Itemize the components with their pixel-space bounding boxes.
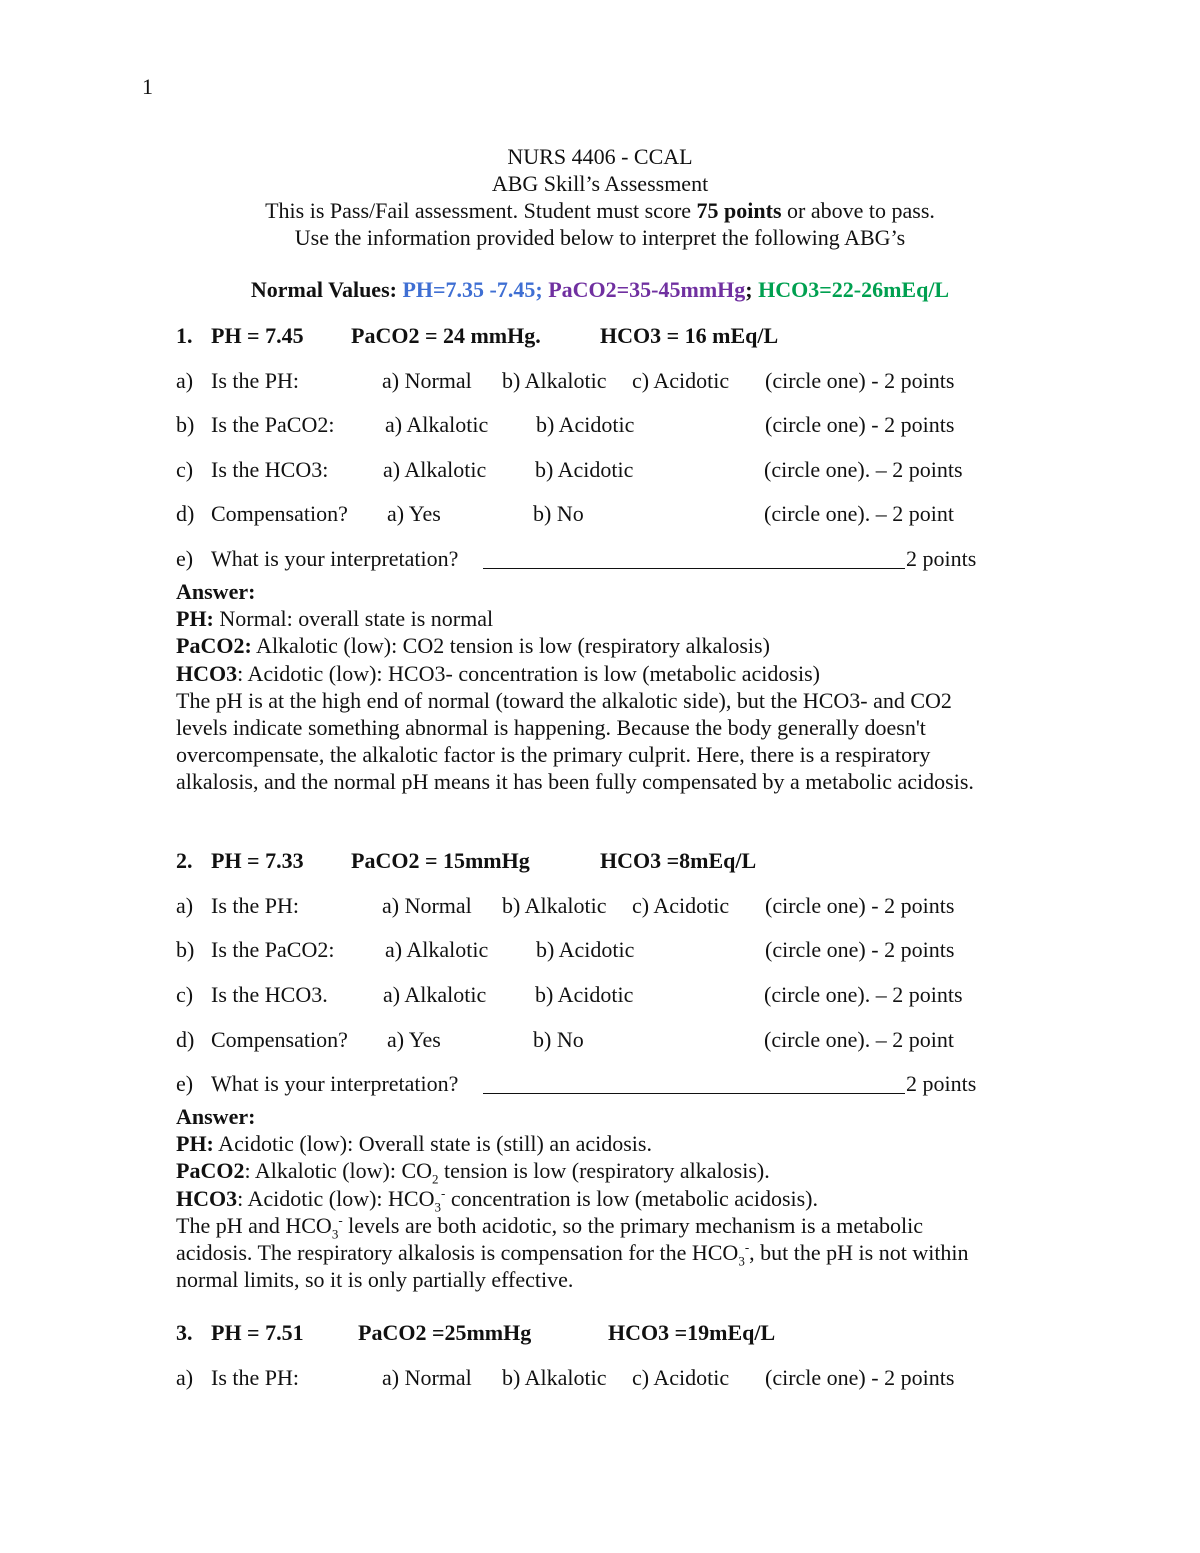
question-2-row-b	[176, 937, 1076, 965]
row-points: (circle one) - 2 points	[765, 368, 955, 393]
subscript: 3	[331, 1226, 339, 1242]
row-points: (circle one) - 2 points	[765, 412, 955, 437]
row-prompt: Is the HCO3:	[211, 457, 329, 482]
option-acidotic[interactable]: b) Acidotic	[536, 937, 635, 962]
option-alkalotic[interactable]: a) Alkalotic	[385, 412, 489, 437]
row-letter: a)	[176, 368, 194, 393]
option-alkalotic[interactable]: a) Alkalotic	[383, 982, 487, 1007]
answer-ph-text: Acidotic (low): Overall state is (still) an acidosis.	[213, 1131, 652, 1157]
row-points: (circle one). – 2 point	[764, 1027, 954, 1052]
answer-paco2-text: Alkalotic (low): CO2 tension is low (respiratory alkalosis)	[251, 633, 770, 659]
row-points: (circle one) - 2 points	[765, 1365, 955, 1390]
answer-paragraph-text: , but the pH is not within	[749, 1240, 969, 1266]
row-prompt: Is the PH:	[211, 368, 299, 393]
row-letter: a)	[176, 893, 194, 918]
question-paco2: PaCO2 =25mmHg	[358, 1320, 532, 1345]
normal-sep: ;	[745, 277, 759, 302]
normal-hco3: HCO3=22-26mEq/L	[758, 277, 950, 302]
question-2-row-a	[176, 893, 1076, 921]
row-letter: e)	[176, 1071, 194, 1096]
row-prompt: Is the PaCO2:	[211, 937, 335, 962]
question-paco2: PaCO2 = 24 mmHg.	[351, 323, 541, 348]
answer-hco3-text-end: concentration is low (metabolic acidosis).	[445, 1185, 819, 1211]
row-points: (circle one). – 2 points	[764, 457, 963, 482]
answer-paragraph-line: levels indicate something abnormal is happening. Because the body generally doesn't	[176, 715, 926, 741]
answer-paragraph-line: normal limits, so it is only partially effective.	[176, 1267, 574, 1293]
option-yes[interactable]: a) Yes	[387, 501, 441, 526]
row-letter: b)	[176, 412, 195, 437]
row-prompt: Compensation?	[211, 1027, 348, 1052]
row-points: 2 points	[906, 1071, 977, 1096]
row-letter: c)	[176, 457, 194, 482]
answer-paco2-text: : Alkalotic (low): CO	[244, 1158, 433, 1184]
option-acidotic[interactable]: b) Acidotic	[535, 457, 634, 482]
pass-fail-note	[0, 197, 1200, 224]
answer-paragraph-text: The pH and HCO	[176, 1212, 332, 1238]
answer-hco3-label: HCO3	[176, 1185, 238, 1211]
subscript: 2	[432, 1171, 439, 1187]
pass-score: 75 points	[696, 198, 782, 223]
superscript: -	[744, 1239, 750, 1255]
option-normal[interactable]: a) Normal	[382, 893, 472, 918]
subscript: 3	[434, 1199, 441, 1214]
answer-ph-label: PH:	[176, 606, 214, 632]
assessment-title: ABG Skill’s Assessment	[491, 171, 709, 196]
option-no[interactable]: b) No	[533, 501, 584, 526]
row-letter: d)	[176, 501, 195, 526]
superscript: -	[441, 1185, 446, 1201]
option-normal[interactable]: a) Normal	[382, 368, 472, 393]
answer-paco2-label: PaCO2	[176, 1158, 245, 1184]
question-1-row-b	[176, 412, 1076, 440]
course-title: NURS 4406 - CCAL	[507, 144, 693, 169]
option-alkalotic[interactable]: b) Alkalotic	[502, 1365, 607, 1390]
answer-hco3-text: : Acidotic (low): HCO	[237, 1185, 435, 1211]
answer-hco3-text: : Acidotic (low): HCO3- concentration is low (metabolic acidosis)	[237, 660, 820, 686]
option-acidotic[interactable]: c) Acidotic	[632, 893, 730, 918]
answer-paragraph-text: levels are both acidotic, so the primary mechanism is a metabolic	[342, 1212, 924, 1238]
answer-paco2-label: PaCO2:	[176, 633, 252, 659]
document-header	[0, 143, 1200, 251]
answer-label: Answer:	[176, 1104, 256, 1129]
question-3-row-a	[176, 1365, 1076, 1393]
superscript: -	[338, 1212, 343, 1228]
question-paco2: PaCO2 = 15mmHg	[351, 848, 530, 873]
question-1-row-c	[176, 457, 1076, 485]
instruction: Use the information provided below to interpret the following ABG’s	[294, 225, 906, 250]
interpretation-blank[interactable]	[483, 1071, 905, 1094]
row-prompt: Is the HCO3.	[211, 982, 328, 1007]
question-2-row-d	[176, 1027, 1076, 1055]
row-letter: a)	[176, 1365, 194, 1390]
row-points: (circle one). – 2 point	[764, 501, 954, 526]
option-alkalotic[interactable]: a) Alkalotic	[383, 457, 487, 482]
question-2-answer	[176, 1103, 1046, 1293]
row-prompt: Is the PH:	[211, 1365, 299, 1390]
answer-label: Answer:	[176, 579, 256, 604]
normal-values	[0, 277, 1200, 303]
question-2-row-c	[176, 982, 1076, 1010]
question-2-row-e	[176, 1071, 1076, 1099]
option-yes[interactable]: a) Yes	[387, 1027, 441, 1052]
row-points: (circle one) - 2 points	[765, 893, 955, 918]
answer-hco3-label: HCO3	[176, 660, 238, 686]
row-prompt: Compensation?	[211, 501, 348, 526]
option-alkalotic[interactable]: a) Alkalotic	[385, 937, 489, 962]
question-1-row-e	[176, 546, 1076, 574]
answer-paco2-text-end: tension is low (respiratory alkalosis).	[438, 1158, 770, 1184]
row-letter: c)	[176, 982, 194, 1007]
question-ph: PH = 7.45	[211, 323, 304, 348]
question-ph: PH = 7.33	[211, 848, 304, 873]
row-prompt: What is your interpretation?	[211, 546, 459, 571]
normal-ph: PH=7.35 -7.45;	[402, 277, 549, 302]
pass-note-text: This is Pass/Fail assessment. Student must score	[265, 198, 697, 223]
row-points: 2 points	[906, 546, 977, 571]
row-prompt: Is the PH:	[211, 893, 299, 918]
subscript: 3	[738, 1253, 745, 1269]
option-acidotic[interactable]: b) Acidotic	[536, 412, 635, 437]
page-number: 1	[142, 74, 153, 99]
answer-paragraph-line: overcompensate, the alkalotic factor is the primary culprit. Here, there is a respiratory	[176, 742, 931, 768]
row-prompt: What is your interpretation?	[211, 1071, 459, 1096]
answer-paragraph-line: The pH is at the high end of normal (toward the alkalotic side), but the HCO3- and CO2	[176, 687, 952, 713]
row-points: (circle one) - 2 points	[765, 937, 955, 962]
question-number: 1.	[176, 323, 193, 348]
normal-paco2: PaCO2=35-45mmHg	[548, 277, 746, 302]
question-number: 3.	[176, 1320, 193, 1345]
question-hco3: HCO3 =8mEq/L	[600, 848, 757, 873]
option-normal[interactable]: a) Normal	[382, 1365, 472, 1390]
option-acidotic[interactable]: c) Acidotic	[632, 368, 730, 393]
question-1-answer	[176, 578, 1046, 796]
question-hco3: HCO3 =19mEq/L	[608, 1320, 776, 1345]
row-prompt: Is the PaCO2:	[211, 412, 335, 437]
option-acidotic[interactable]: b) Acidotic	[535, 982, 634, 1007]
option-alkalotic[interactable]: b) Alkalotic	[502, 893, 607, 918]
pass-note-text-end: or above to pass.	[781, 198, 935, 223]
row-points: (circle one). – 2 points	[764, 982, 963, 1007]
option-alkalotic[interactable]: b) Alkalotic	[502, 368, 607, 393]
answer-ph-label: PH:	[176, 1131, 214, 1157]
question-1-row-a	[176, 368, 1076, 396]
answer-paragraph-line: alkalosis, and the normal pH means it has been fully compensated by a metabolic acidosis.	[176, 769, 974, 795]
option-no[interactable]: b) No	[533, 1027, 584, 1052]
row-letter: d)	[176, 1027, 195, 1052]
normal-values-label: Normal Values:	[250, 277, 403, 302]
row-letter: e)	[176, 546, 194, 571]
answer-paragraph-text: acidosis. The respiratory alkalosis is compensation for the HCO	[176, 1240, 739, 1266]
question-ph: PH = 7.51	[211, 1320, 304, 1345]
question-number: 2.	[176, 848, 193, 873]
row-letter: b)	[176, 937, 195, 962]
option-acidotic[interactable]: c) Acidotic	[632, 1365, 730, 1390]
answer-ph-text: Normal: overall state is normal	[213, 606, 494, 632]
question-hco3: HCO3 = 16 mEq/L	[600, 323, 779, 348]
question-1-row-d	[176, 501, 1076, 529]
interpretation-blank[interactable]	[483, 546, 905, 569]
